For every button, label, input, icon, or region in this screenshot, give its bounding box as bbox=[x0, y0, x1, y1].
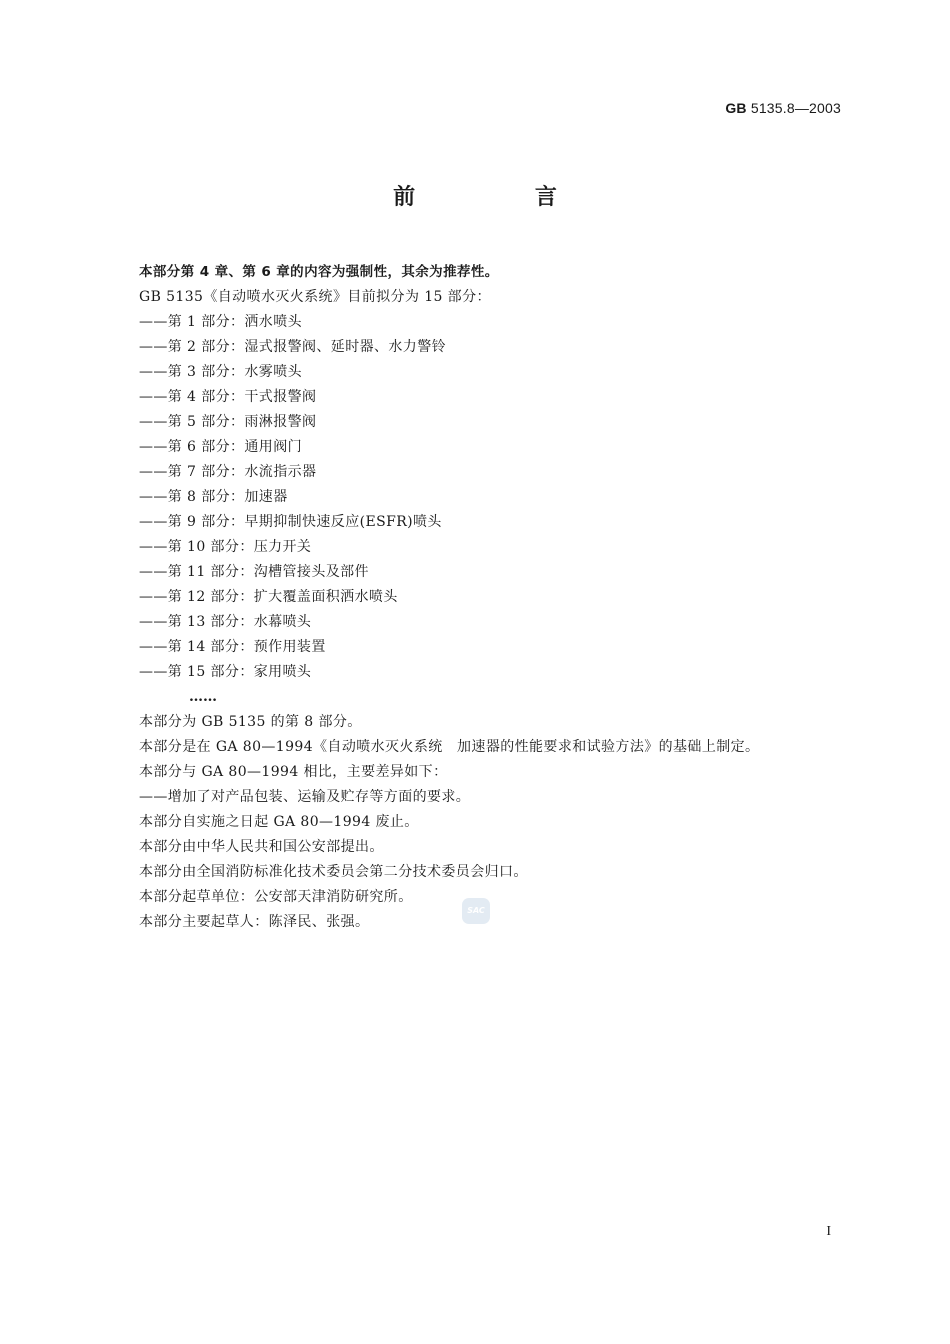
part-list-item: ——第 5 部分：雨淋报警阀 bbox=[139, 414, 317, 430]
paragraph: 本部分与 GA 80—1994 相比，主要差异如下： bbox=[139, 764, 448, 780]
paragraph: 本部分主要起草人：陈泽民、张强。 bbox=[139, 914, 370, 930]
sac-watermark-logo: SAC bbox=[462, 898, 490, 924]
paragraph: 本部分由中华人民共和国公安部提出。 bbox=[139, 839, 384, 855]
part-list-item: ——第 14 部分：预作用装置 bbox=[139, 639, 326, 655]
standard-code: 5135.8—2003 bbox=[750, 100, 841, 116]
difference-item: ——增加了对产品包装、运输及贮存等方面的要求。 bbox=[139, 789, 471, 805]
part-list-item: ——第 13 部分：水幕喷头 bbox=[139, 614, 312, 630]
part-list-item: ——第 9 部分：早期抑制快速反应(ESFR)喷头 bbox=[139, 514, 442, 530]
part-list-item: ——第 11 部分：沟槽管接头及部件 bbox=[139, 564, 369, 580]
part-list-item: ——第 10 部分：压力开关 bbox=[139, 539, 312, 555]
part-list-item: ——第 8 部分：加速器 bbox=[139, 489, 288, 505]
page-title: 前 言 bbox=[393, 185, 613, 210]
paragraph: 本部分自实施之日起 GA 80—1994 废止。 bbox=[139, 814, 419, 830]
paragraph: 本部分是在 GA 80—1994《自动喷水灭火系统 加速器的性能要求和试验方法》的基础上制定。 bbox=[139, 739, 760, 755]
paragraph: 本部分由全国消防标准化技术委员会第二分技术委员会归口。 bbox=[139, 864, 528, 880]
paragraph: 本部分起草单位：公安部天津消防研究所。 bbox=[139, 889, 413, 905]
list-ellipsis: …… bbox=[189, 689, 217, 705]
part-list-item: ——第 6 部分：通用阀门 bbox=[139, 439, 303, 455]
paragraph: 本部分为 GB 5135 的第 8 部分。 bbox=[139, 714, 362, 730]
mandatory-statement: 本部分第 4 章、第 6 章的内容为强制性，其余为推荐性。 bbox=[139, 264, 499, 280]
part-list-item: ——第 12 部分：扩大覆盖面积洒水喷头 bbox=[139, 589, 398, 605]
foreword-body bbox=[139, 260, 859, 935]
part-list-item: ——第 15 部分：家用喷头 bbox=[139, 664, 312, 680]
page-number: I bbox=[826, 1224, 831, 1239]
part-list-item: ——第 4 部分：干式报警阀 bbox=[139, 389, 317, 405]
part-list-item: ——第 3 部分：水雾喷头 bbox=[139, 364, 303, 380]
series-intro: GB 5135《自动喷水灭火系统》目前拟分为 15 部分： bbox=[139, 289, 491, 305]
standard-number bbox=[725, 100, 841, 116]
part-list-item: ——第 2 部分：湿式报警阀、延时器、水力警铃 bbox=[139, 339, 447, 355]
part-list-item: ——第 1 部分：洒水喷头 bbox=[139, 314, 303, 330]
part-list-item: ——第 7 部分：水流指示器 bbox=[139, 464, 317, 480]
standard-prefix: GB bbox=[725, 100, 747, 116]
